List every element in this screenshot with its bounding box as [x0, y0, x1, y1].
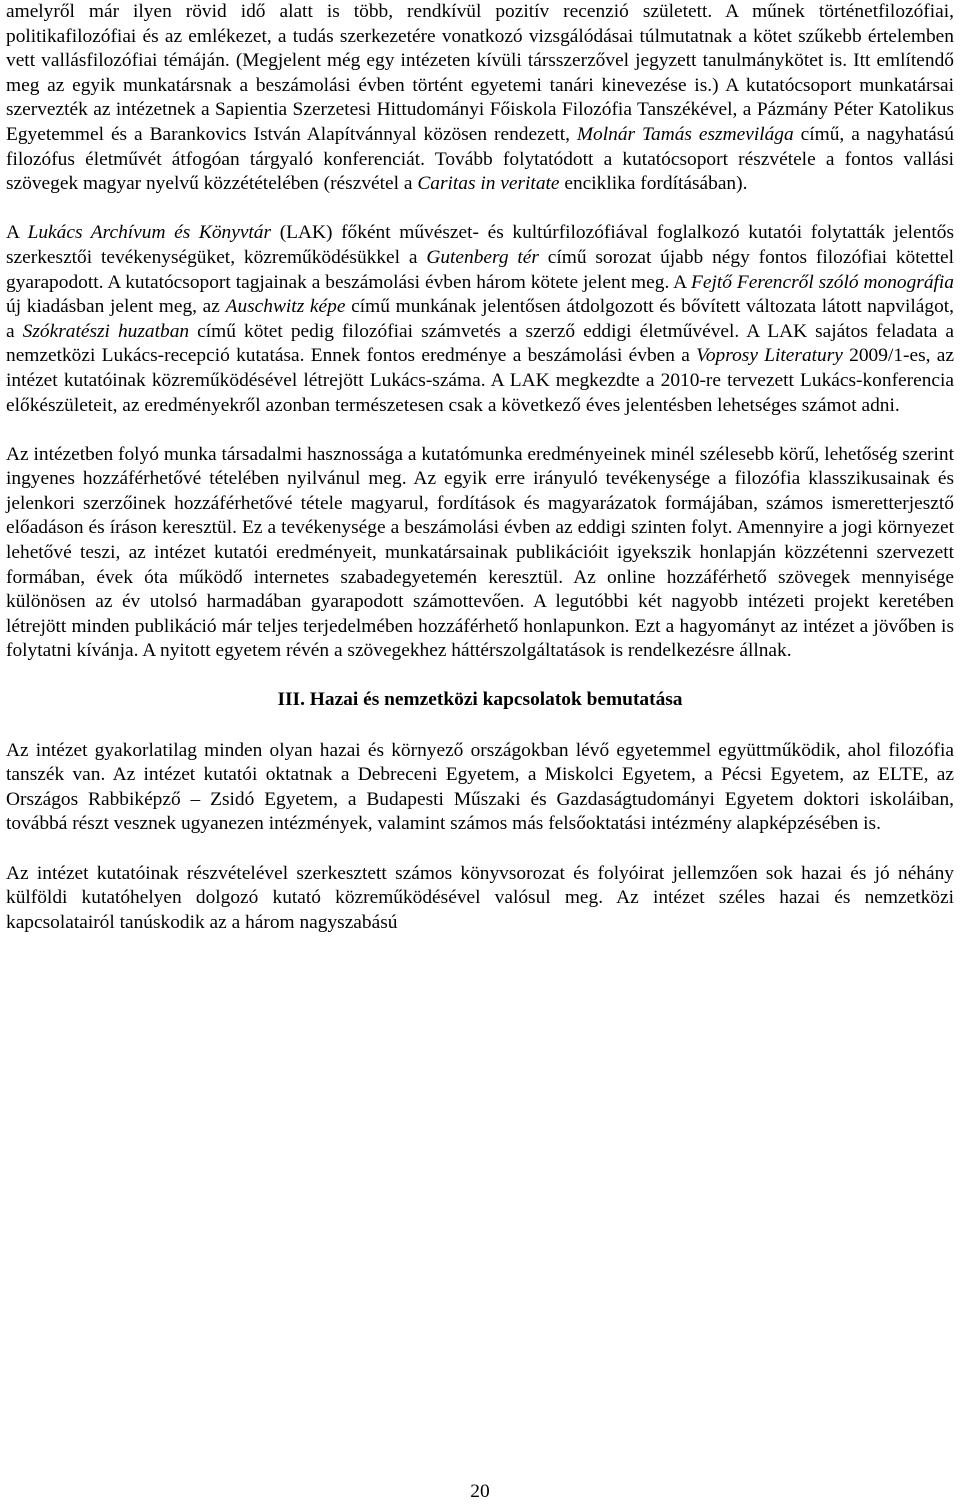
- italic-title-text: Caritas in veritate: [417, 173, 560, 195]
- paragraph-social-utility: [6, 443, 954, 664]
- italic-title-text: Szókratészi huzatban: [22, 320, 190, 342]
- body-text: Az intézet kutatóinak részvételével szerkesztett számos könyvsorozat és folyóirat jellemzően sok hazai és jó néhány külföldi kutatóhelyen dolgozó kutató közreműködésével valósul meg. Az intézet széles hazai és nemzetközi kapcsolatairól tanúskodik az a három nagyszabású: [6, 862, 954, 933]
- body-text: 2009/1-es, az intézet kutatóinak közreműködésével létrejött Lukács-száma. A LAK megkezdte a 2010-re tervezett Lukács-konferencia előkészületeit, az eredményekről azonban természetesen csak a következő éves jelentésben lehetséges számot adni.: [6, 345, 955, 416]
- italic-title-text: Fejtő Ferencről szóló monográfia: [691, 271, 954, 293]
- body-text: című sorozat újabb négy fontos filozófiai kötettel gyarapodott. A kutatócsoport tagjainak a beszámolási évben három kötete jelent meg. A: [6, 246, 954, 293]
- paragraph-religion-research: [6, 0, 954, 197]
- body-text: új kiadásban jelent meg, az: [6, 296, 226, 318]
- body-text: című munkának jelentősen átdolgozott és bővített változata látott napvilágot, a: [6, 296, 954, 342]
- body-text: című, a nagyhatású filozófus életművét átfogóan tárgyaló konferenciát. Tovább folytatódott a kutatócsoport részvétele a fontos vallási szövegek magyar nyelvű közzétételében (részvétel a: [6, 123, 954, 195]
- section-heading: III. Hazai és nemzetközi kapcsolatok bemutatása: [277, 689, 683, 711]
- italic-title-text: Auschwitz képe: [225, 296, 346, 318]
- body-text: (LAK) főként művészet- és kultúrfilozófiával foglalkozó kutatói folytatták jelentős szerkesztői tevékenységüket, közreműködésükkel a: [6, 222, 954, 268]
- body-text: Az intézetben folyó munka társadalmi hasznossága a kutatómunka eredményeinek minél szélesebb körű, lehetőség szerint ingyenes hozzáférhetővé tételében nyilvánul meg. Az egyik erre irányuló tevékenysége a filozófia klasszikusainak és jelenkori szerzőinek hozzáférhetővé tétele magyarul, fordítások és magyarázatok formájában, számos ismeretterjesztő előadáson és íráson keresztül. Ez a tevékenysége a beszámolási évben az eddigi szinten folyt. Amennyire a jogi környezet lehetővé teszi, az intézet kutatói eredményeit, munkatársainak publikációit igyekszik honlapján közzétenni szervezett formában, évek óta működő internetes szabadegyetemén keresztül. Az online hozzáférhető szövegek mennyisége különösen az év utolsó harmadában gyarapodott számottevően. A legutóbbi két nagyobb intézeti projekt keretében létrejött minden publikáció már teljes terjedelmében hozzáférhető honlapunkon. Ezt a hagyományt az intézet a jövőben is folytatni kívánja. A nyitott egyetem révén a szövegekhez háttérszolgáltatások is rendelkezésre állnak.: [6, 443, 954, 662]
- paragraph-lukacs-archive: [6, 221, 954, 418]
- body-text: című kötet pedig filozófiai számvetés a szerző eddigi életművével. A LAK sajátos feladata a nemzetközi Lukács-recepció kutatása. Ennek fontos eredménye a beszámolási évben a: [6, 320, 954, 367]
- paragraph-university-cooperation: [6, 739, 954, 837]
- body-text: A: [6, 222, 28, 244]
- body-text: Az intézet gyakorlatilag minden olyan hazai és környező országokban lévő egyetemmel együttműködik, ahol filozófia tanszék van. Az intézet kutatói oktatnak a Debreceni Egyetem, a Miskolci Egyetem, a Pécsi Egyetem, az ELTE, az Országos Rabbiképző – Zsidó Egyetem, a Budapesti Műszaki és Gazdaságtudományi Egyetem doktori iskoláiban, továbbá részt vesznek ugyanezen intézmények, valamint számos más felsőoktatási intézmény alapképzésében is.: [6, 739, 954, 835]
- italic-title-text: Molnár Tamás eszmevilága: [576, 123, 794, 145]
- body-text: amelyről már ilyen rövid idő alatt is több, rendkívül pozitív recenzió született. A műnek történetfilozófiai, politikafilozófiai és az emlékezet, a tudás szerkezetére vonatkozó vizsgálódásai túlmutatnak a kötet szűkebb értelemben vett vallásfilozófiai témáján. (Megjelent még egy intézeten kívüli társszerzővel jegyzett tanulmánykötet is. Itt említendő meg az egyik munkatársnak a beszámolási évben történt egyetemi tanári kinevezése is.) A kutatócsoport munkatársai szervezték az intézetnek a Sapientia Szerzetesi Hittudományi Főiskola Filozófia Tanszékével, a Pázmány Péter Katolikus Egyetemmel és a Barankovics István Alapítvánnyal közösen rendezett,: [6, 1, 954, 145]
- page-number: 20: [470, 1481, 490, 1502]
- paragraph-book-series: [6, 862, 954, 936]
- italic-title-text: Gutenberg tér: [426, 246, 539, 268]
- italic-title-text: Lukács Archívum és Könyvtár: [27, 222, 272, 244]
- document-page: [6, 0, 954, 935]
- body-text: enciklika fordításában).: [559, 173, 748, 195]
- italic-title-text: Voprosy Literatury: [696, 345, 843, 367]
